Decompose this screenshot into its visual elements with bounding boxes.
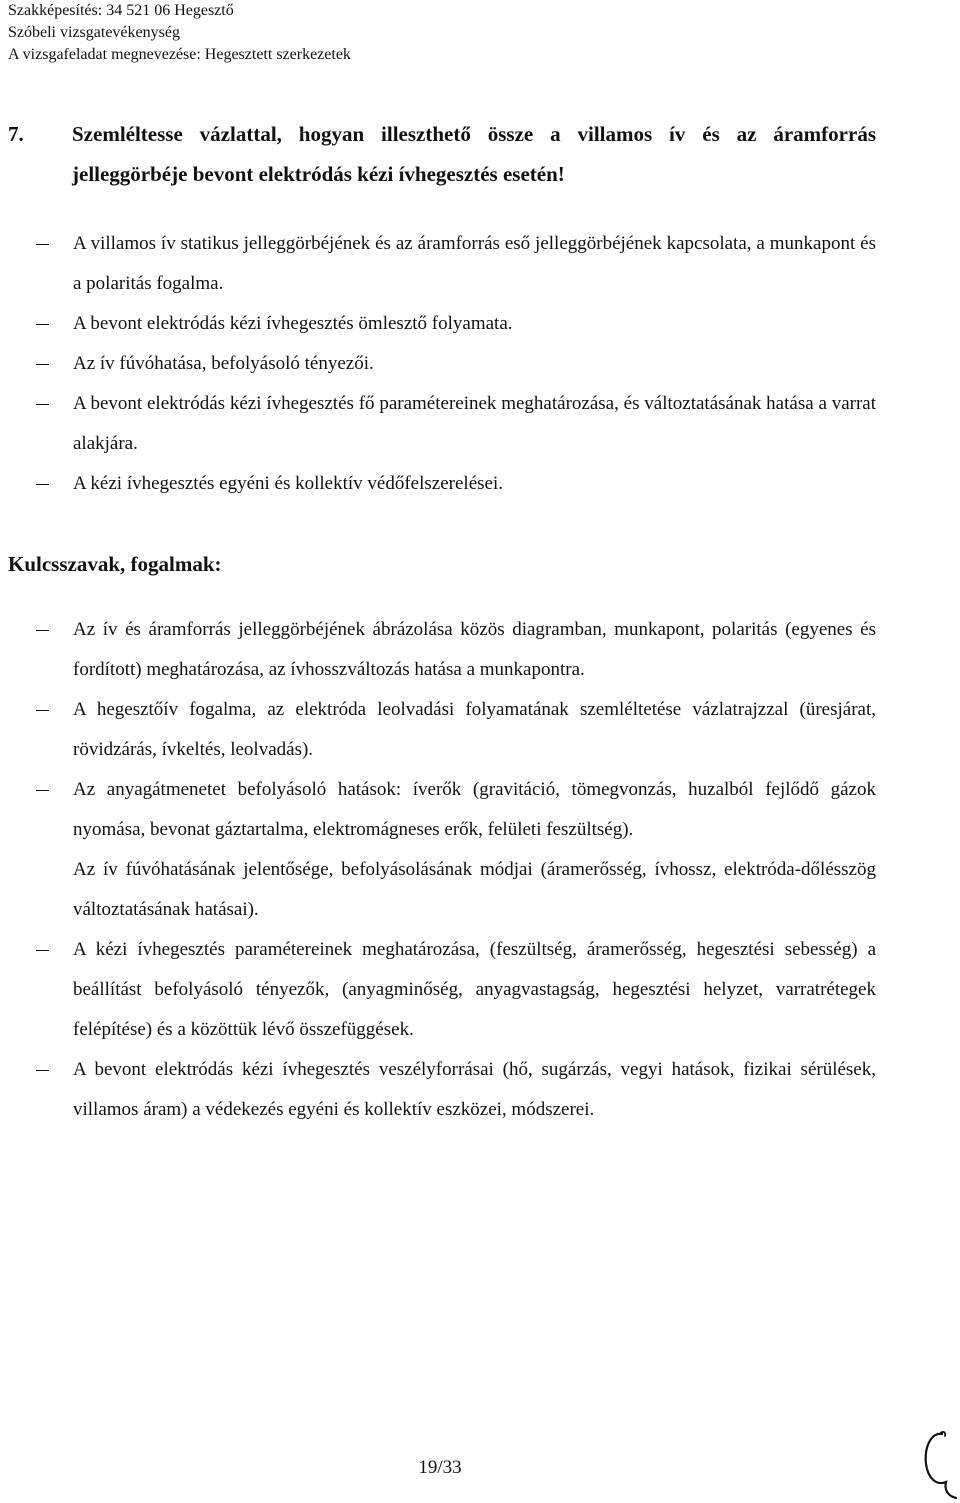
keyword-text: A hegesztőív fogalma, az elektróda leolvadási folyamatának szemléltetése vázlatrajzzal (üresjárat, rövidzárás, ívkeltés, leolvadás).	[73, 699, 876, 760]
topic-text: A villamos ív statikus jelleggörbéjének és az áramforrás eső jelleggörbéjének kapcsolata, a munkapont és a polaritás fogalma.	[73, 233, 876, 294]
dash-bullet-icon	[36, 324, 49, 325]
keyword-item	[73, 610, 876, 690]
header-task-name: A vizsgafeladat megnevezése: Hegesztett szerkezetek	[8, 46, 351, 63]
document-header	[8, 0, 351, 66]
topic-text: A kézi ívhegesztés egyéni és kollektív védőfelszerelései.	[73, 473, 503, 494]
dash-bullet-icon	[36, 404, 49, 405]
keyword-item	[73, 690, 876, 770]
topic-list	[0, 224, 900, 504]
topic-item	[73, 464, 876, 504]
page-number: 19/33	[418, 1457, 462, 1478]
keyword-item	[73, 770, 876, 850]
keyword-text: Az anyagátmenetet befolyásoló hatások: íverők (gravitáció, tömegvonzás, huzalból fejlődő gázok nyomása, bevonat gáztartalma, elektromágneses erők, felületi feszültség).	[73, 779, 876, 840]
dash-bullet-icon	[36, 244, 49, 245]
dash-bullet-icon	[36, 1070, 49, 1071]
dash-bullet-icon	[36, 630, 49, 631]
keywords-heading: Kulcsszavak, fogalmak:	[8, 552, 222, 576]
keyword-text: Az ív fúvóhatásának jelentősége, befolyásolásának módjai (áramerősség, ívhossz, elektróda-dőlésszög változtatásának hatásai).	[73, 859, 876, 920]
dash-bullet-icon	[36, 364, 49, 365]
question-text: Szemléltesse vázlattal, hogyan illeszthető össze a villamos ív és az áramforrás jelleggörbéje bevont elektródás kézi ívhegesztés esetén!	[72, 122, 876, 186]
topic-text: Az ív fúvóhatása, befolyásoló tényezői.	[73, 353, 374, 374]
question-block	[8, 114, 876, 194]
keyword-text: A bevont elektródás kézi ívhegesztés veszélyforrásai (hő, sugárzás, vegyi hatások, fizikai sérülések, villamos áram) a védekezés egyéni és kollektív eszközei, módszerei.	[73, 1059, 876, 1120]
keyword-text: A kézi ívhegesztés paramétereinek meghatározása, (feszültség, áramerősség, hegesztési sebesség) a beállítást befolyásoló tényezők, (anyagminőség, anyagvastagság, hegesztési helyzet, varratrétegek felépítése) és a közöttük lévő összefüggések.	[73, 939, 876, 1040]
topic-item	[73, 304, 876, 344]
dash-bullet-icon	[36, 710, 49, 711]
topic-text: A bevont elektródás kézi ívhegesztés ömlesztő folyamata.	[73, 313, 513, 334]
dash-bullet-icon	[36, 950, 49, 951]
topic-item	[73, 384, 876, 464]
topic-item	[73, 224, 876, 304]
handwritten-signature	[918, 1428, 960, 1503]
header-qualification: Szakképesítés: 34 521 06 Hegesztő	[8, 2, 234, 19]
topic-item	[73, 344, 876, 384]
dash-bullet-icon	[36, 790, 49, 791]
question-number: 7.	[8, 122, 24, 146]
topic-text: A bevont elektródás kézi ívhegesztés fő paramétereinek meghatározása, és változtatásának hatása a varrat alakjára.	[73, 393, 876, 454]
keyword-item	[73, 850, 876, 930]
keyword-item	[73, 930, 876, 1050]
dash-bullet-icon	[36, 484, 49, 485]
keywords-list	[0, 610, 900, 1130]
keyword-item	[73, 1050, 876, 1130]
keyword-text: Az ív és áramforrás jelleggörbéjének ábrázolása közös diagramban, munkapont, polaritás (egyenes és fordított) meghatározása, az ívhosszváltozás hatása a munkapontra.	[73, 619, 876, 680]
header-exam-activity: Szóbeli vizsgatevékenység	[8, 24, 180, 41]
